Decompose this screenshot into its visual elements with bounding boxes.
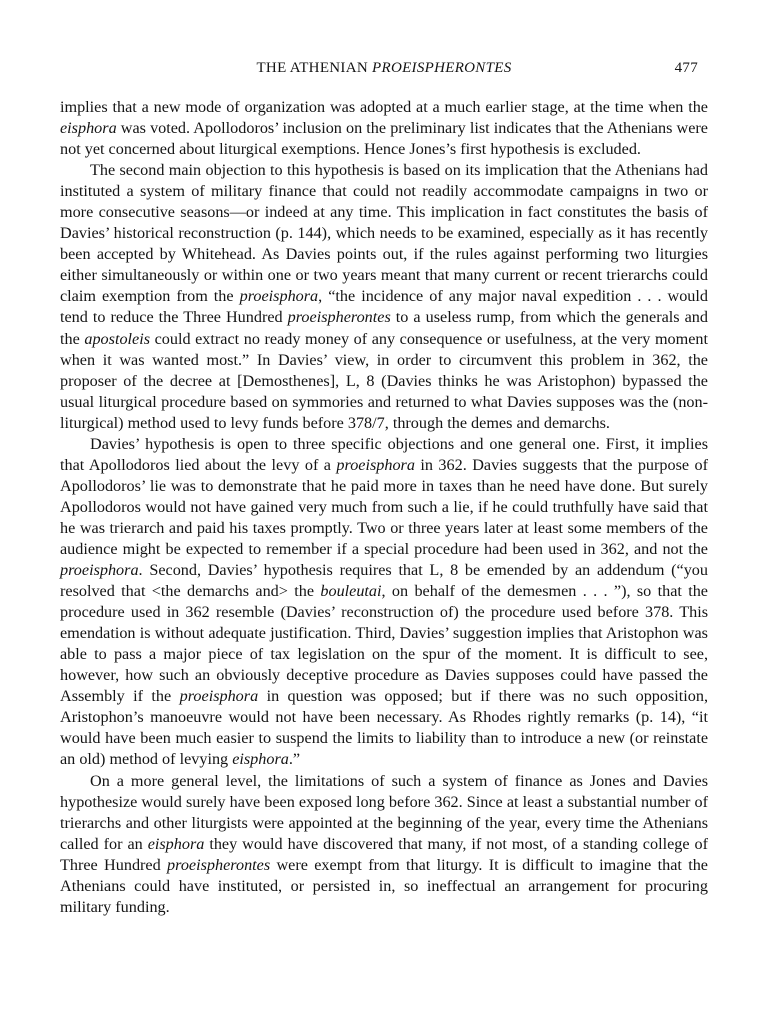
running-title (60, 60, 708, 77)
text-run: in question was opposed; but if there was no such opposition, Aristophon’s manoeuvre would not have been necessary. As Rhodes rightly remarks (p. 14), “it would have been much easier to suspend the limits to liability than to introduce a new (or reinstate an old) method of levying (60, 687, 708, 769)
text-run: On a more general level, the limitations of such a system of finance as Jones and Davies hypothesize would surely have been exposed long before 362. Since at least a substantial number of trierarchs and other liturgists were appointed at the beginning of the year, every time the Athenians called for an (60, 771, 708, 853)
text-run: , “the incidence of any major naval expedition . . . would tend to reduce the Three Hundred (60, 287, 708, 327)
paragraph (60, 434, 708, 771)
text-run: to a useless rump, from which the generals and the (60, 308, 708, 348)
italic-term: proeisphora (336, 455, 415, 474)
text-run: were exempt from that liturgy. It is difficult to imagine that the Athenians could have instituted, or persisted in, so ineffectual an arrangement for procuring military funding. (60, 855, 708, 916)
italic-term: apostoleis (84, 329, 151, 348)
text-run: Davies’ hypothesis is open to three specific objections and one general one. First, it implies that Apollodoros lied about the levy of a (60, 434, 708, 474)
text-run: could extract no ready money of any consequence or usefulness, at the very moment when it was wanted most.” In Davies’ view, in order to circumvent this problem in 362, the proposer of the decree at [Demosthenes], L, 8 (Davies thinks he was Aristophon) bypassed the usual liturgical procedure based on symmories and returned to what Davies supposes was the (non-liturgical) method used to levy funds before 378/7, through the demes and demarchs. (60, 329, 709, 432)
text-run: The second main objection to this hypothesis is based on its implication that the Athenians had instituted a system of military finance that could not readily accommodate campaigns in two or more consecutive seasons—or indeed at any time. This implication in fact constitutes the basis of Davies’ historical reconstruction (p. 144), which needs to be examined, especially as it has recently been accepted by Whitehead. As Davies points out, if the rules against performing two liturgies either simultaneously or within one or two years meant that many current or recent trierarchs could claim exemption from the (60, 161, 708, 306)
italic-term: eisphora (60, 119, 117, 138)
running-title-italic: PROEISPHERONTES (372, 60, 512, 76)
running-header (60, 60, 708, 82)
text-run: in 362. Davies suggests that the purpose of Apollodoros’ lie was to demonstrate that he paid more in taxes than he need have done. But surely Apollodoros would not have gained very much from such a lie, if he could truthfully have said that he was trierarch and paid his taxes promptly. Two or three years later at least some members of the audience might be expected to remember if a special procedure had been used in 362, and not the (60, 455, 708, 558)
text-run: , on behalf of the demesmen . . . ”), so that the procedure used in 362 resemble (Davies’ reconstruction of) the procedure used before 378. This emendation is without adequate justification. Third, Davies’ suggestion implies that Aristophon was able to pass a major piece of tax legislation on the spur of the moment. It is difficult to see, however, how such an obviously deceptive procedure as Davies supposes could have passed the Assembly if the (60, 582, 708, 706)
italic-term: proeisphora (179, 687, 259, 706)
paragraph (60, 771, 708, 918)
page-number: 477 (674, 60, 698, 76)
text-run: they would have discovered that many, if not most, of a standing college of Three Hundred (60, 834, 708, 874)
body-text (60, 97, 708, 918)
text-run: . Second, Davies’ hypothesis requires that L, 8 be emended by an addendum (“you resolved that <the demarchs and> the (60, 561, 708, 601)
italic-term: proeisphora (60, 561, 139, 580)
text-run: .” (288, 750, 301, 769)
text-run: was voted. Apollodoros’ inclusion on the preliminary list indicates that the Athenians were not yet concerned about liturgical exemptions. Hence Jones’s first hypothesis is excluded. (60, 119, 708, 159)
paragraph (60, 160, 708, 434)
running-title-prefix: THE ATHENIAN (256, 60, 373, 76)
paragraph (60, 97, 708, 160)
italic-term: eisphora (232, 750, 289, 769)
italic-term: proeisphora (239, 287, 319, 306)
italic-term: proeispherontes (287, 308, 391, 327)
text-run: implies that a new mode of organization was adopted at a much earlier stage, at the time when the (60, 98, 708, 116)
italic-term: bouleutai (320, 582, 382, 601)
italic-term: proeispherontes (167, 855, 271, 874)
italic-term: eisphora (147, 834, 205, 853)
